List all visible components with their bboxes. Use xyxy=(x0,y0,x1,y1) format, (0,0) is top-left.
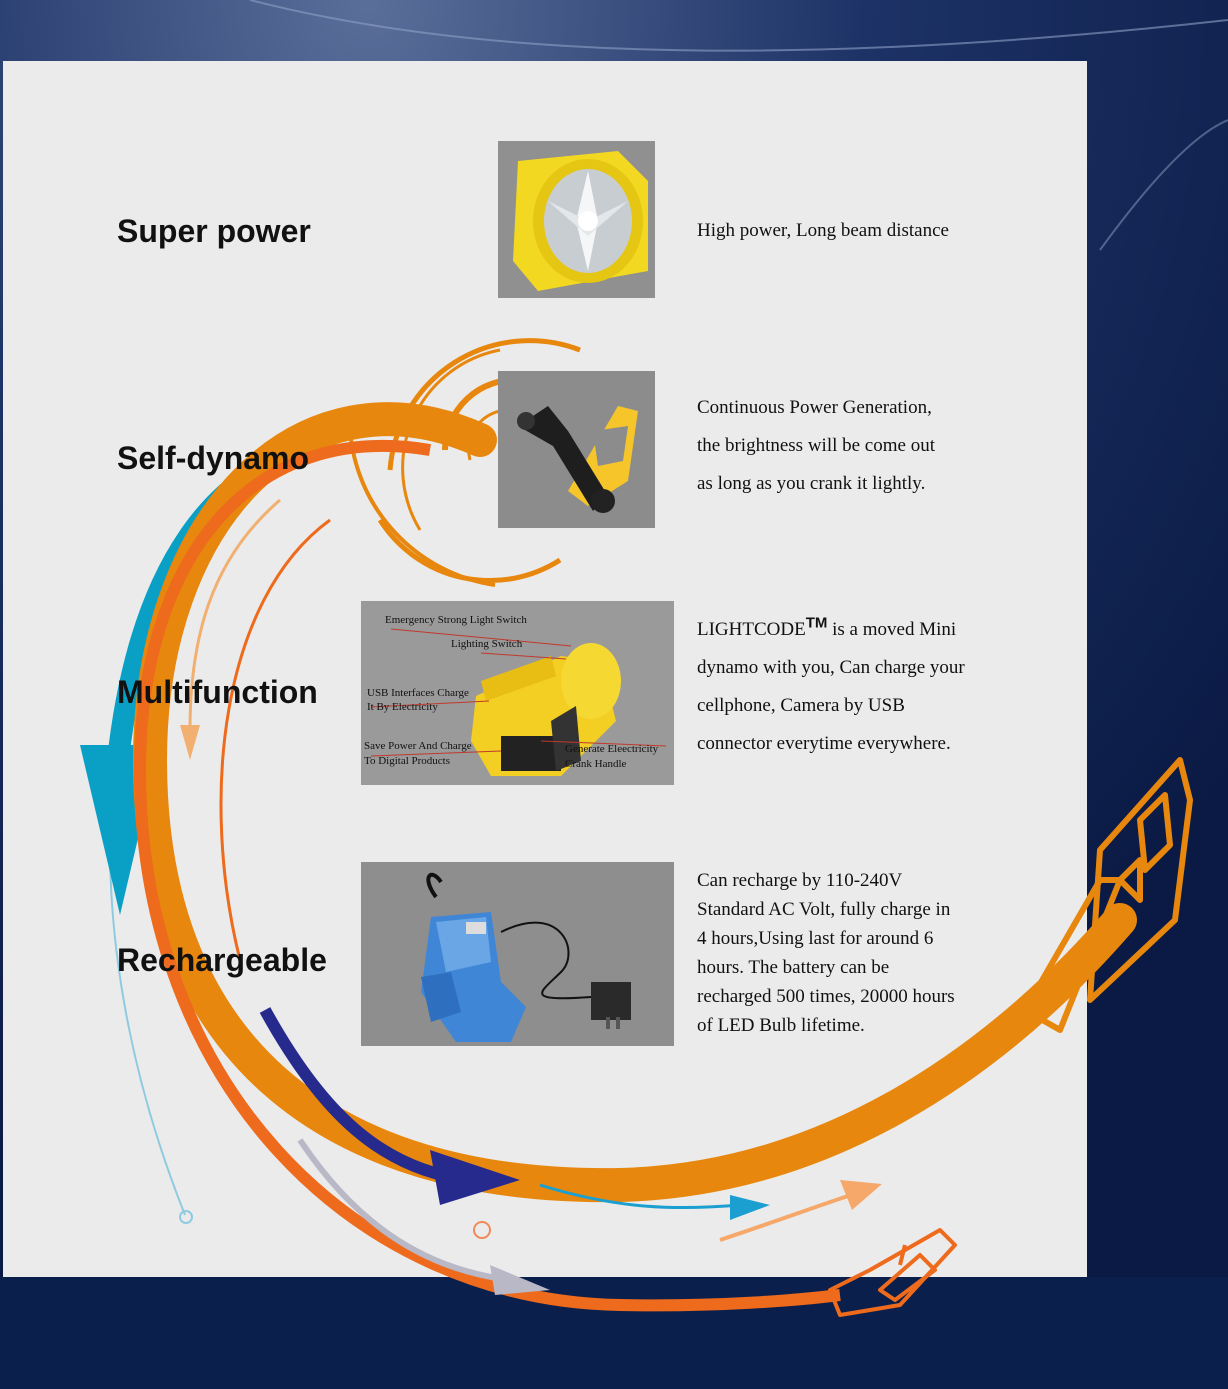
description-line: of LED Bulb lifetime. xyxy=(697,1015,865,1036)
description-self-dynamo xyxy=(697,389,1017,503)
crank-handle-photo xyxy=(498,371,655,528)
callout-usb-line1: USB Interfaces Charge xyxy=(367,687,469,699)
description-line: connector everytime everywhere. xyxy=(697,733,951,754)
description-line: hours. The battery can be xyxy=(697,957,890,978)
labeled-lantern-photo xyxy=(361,601,674,785)
heading-multifunction: Multifunction xyxy=(117,674,318,710)
callout-save-line2: To Digital Products xyxy=(364,755,451,767)
description-line: the brightness will be come out xyxy=(697,435,935,456)
description-line: dynamo with you, Can charge your xyxy=(697,657,965,678)
description-line: as long as you crank it lightly. xyxy=(697,473,926,494)
description-line: Can recharge by 110-240V xyxy=(697,870,903,891)
description-line: 4 hours,Using last for around 6 xyxy=(697,928,934,949)
description-line: High power, Long beam distance xyxy=(697,220,949,241)
heading-self-dynamo: Self-dynamo xyxy=(117,440,310,476)
description-line: recharged 500 times, 20000 hours xyxy=(697,986,955,1007)
heading-rechargeable: Rechargeable xyxy=(117,942,327,978)
description-line: cellphone, Camera by USB xyxy=(697,695,905,716)
heading-super-power: Super power xyxy=(117,213,311,249)
description-line: Standard AC Volt, fully charge in xyxy=(697,899,951,920)
description-line-rest: is a moved Mini xyxy=(827,619,957,640)
headlamp-photo xyxy=(498,141,655,298)
trademark-mark: TM xyxy=(805,614,828,632)
blue-lantern-charger-photo xyxy=(361,862,674,1046)
callout-crank-line2: Crank Handle xyxy=(565,758,627,770)
callout-lighting-switch: Lighting Switch xyxy=(451,638,523,650)
description-super-power xyxy=(697,220,1017,242)
description-rechargeable xyxy=(697,866,1017,1040)
callout-usb-line2: It By Electricity xyxy=(367,701,438,713)
description-multifunction xyxy=(697,611,1027,763)
callout-save-line1: Save Power And Charge xyxy=(364,740,472,752)
callout-emergency-switch: Emergency Strong Light Switch xyxy=(385,614,527,626)
description-line xyxy=(697,611,1027,649)
description-line: Continuous Power Generation, xyxy=(697,397,932,418)
brand-name: LIGHTCODE xyxy=(697,619,806,640)
callout-crank-line1: Generate Eleectricity xyxy=(565,743,659,755)
